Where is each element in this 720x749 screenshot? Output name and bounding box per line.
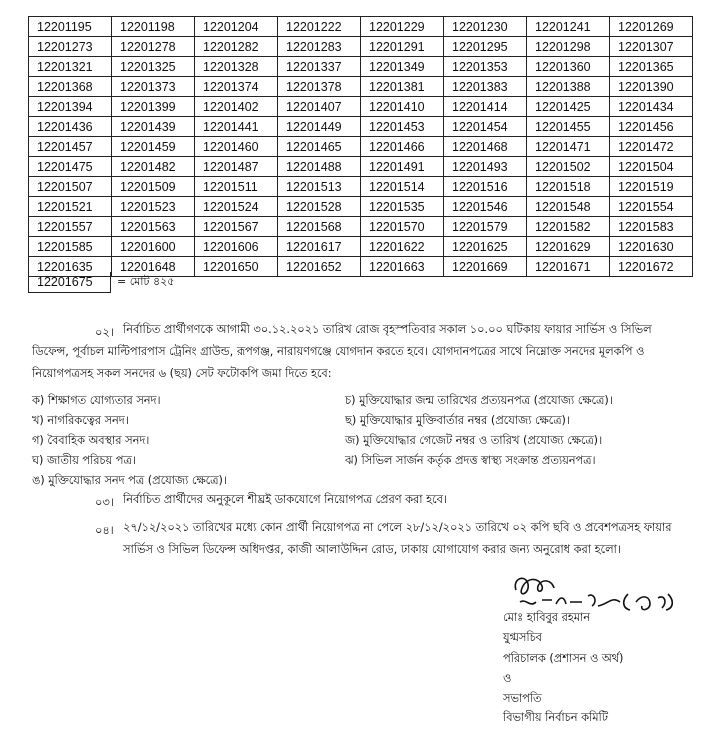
roll-cell: 12201491 [361,157,444,177]
document-item: চ) মুক্তিযোদ্ধার জন্ম তারিখের প্রত্যয়নপত্র (প্রযোজ্য ক্ষেত্রে)। [345,394,613,407]
roll-cell: 12201388 [527,77,610,97]
table-row [29,17,693,37]
roll-cell: 12201652 [278,257,361,277]
table-row [29,97,693,117]
roll-cell: 12201337 [278,57,361,77]
roll-cell: 12201454 [444,117,527,137]
roll-cell: 12201410 [361,97,444,117]
para2-line1: নির্বাচিত প্রার্থীগণকে আগামী ৩০.১২.২০২১ তারিখ রোজ বৃহস্পতিবার সকাল ১০.০০ ঘটিকায় ফায়ার সার্ভিস ও সিভিল [123,323,652,336]
table-row [29,117,693,137]
roll-cell: 12201374 [195,77,278,97]
roll-cell: 12201511 [195,177,278,197]
table-row [29,197,693,217]
signer-title-3: সভাপতি [503,692,542,705]
roll-cell: 12201222 [278,17,361,37]
roll-cell: 12201482 [112,157,195,177]
roll-cell: 12201425 [527,97,610,117]
roll-cell: 12201557 [29,217,112,237]
roll-cell: 12201635 [29,257,112,277]
roll-cell: 12201617 [278,237,361,257]
roll-cell: 12201468 [444,137,527,157]
roll-cell: 12201378 [278,77,361,97]
roll-cell: 12201585 [29,237,112,257]
roll-cell: 12201625 [444,237,527,257]
roll-cell: 12201504 [610,157,693,177]
roll-cell: 12201671 [527,257,610,277]
table-row [29,137,693,157]
roll-cell: 12201407 [278,97,361,117]
roll-cell: 12201457 [29,137,112,157]
last-roll-cell: 12201675 [28,272,111,293]
roll-cell: 12201381 [361,77,444,97]
roll-cell: 12201365 [610,57,693,77]
document-item: ক) শিক্ষাগত যোগ্যতার সনদ। [32,394,161,407]
roll-cell: 12201453 [361,117,444,137]
table-row [29,77,693,97]
para2-line2: ডিফেন্স, পূর্বাচল মাল্টিপারপাস ট্রেনিং গ্রাউন্ড, রূপগঞ্জ, নারায়ণগঞ্জে যোগদান করতে হবে। যোগদানপত্রের সাথে নিম্নোক্ত সনদের মূলকপি ও [32,345,645,358]
para3-number: ০৩। [95,496,114,509]
roll-cell: 12201570 [361,217,444,237]
roll-cell: 12201278 [112,37,195,57]
document-item: জ) মুক্তিযোদ্ধার গেজেট নম্বর ও তারিখ (প্রযোজ্য ক্ষেত্রে)। [345,434,603,447]
signer-title-1: যুগ্মসচিব [503,631,542,644]
roll-cell: 12201460 [195,137,278,157]
roll-cell: 12201269 [610,17,693,37]
roll-cell: 12201459 [112,137,195,157]
table-row [29,177,693,197]
roll-cell: 12201456 [610,117,693,137]
total-row [28,272,174,293]
roll-cell: 12201672 [610,257,693,277]
document-item: ঝ) সিভিল সার্জন কর্তৃক প্রদত্ত স্বাস্থ্য সংক্রান্ত প্রত্যয়নপত্র। [345,454,596,467]
roll-cell: 12201554 [610,197,693,217]
roll-cell: 12201466 [361,137,444,157]
roll-cell: 12201514 [361,177,444,197]
roll-cell: 12201325 [112,57,195,77]
para2-number: ০২। [95,326,114,339]
roll-cell: 12201475 [29,157,112,177]
roll-cell: 12201390 [610,77,693,97]
total-count: = মোট ৪২৫ [117,275,175,288]
roll-cell: 12201521 [29,197,112,217]
roll-cell: 12201519 [610,177,693,197]
roll-cell: 12201546 [444,197,527,217]
roll-cell: 12201353 [444,57,527,77]
table-row [29,237,693,257]
roll-cell: 12201360 [527,57,610,77]
document-item: খ) নাগরিকত্বের সনদ। [32,414,129,427]
roll-cell: 12201523 [112,197,195,217]
roll-cell: 12201487 [195,157,278,177]
signer-and: ও [503,672,512,685]
roll-cell: 12201307 [610,37,693,57]
document-item: ঙ) মুক্তিযোদ্ধার সনদ পত্র (প্রযোজ্য ক্ষেত্রে)। [32,474,227,487]
para4-line1: ২৭/১২/২০২১ তারিখের মধ্যে কোন প্রার্থী নিয়োগপত্র না পেলে ২৮/১২/২০২১ তারিখে ০২ কপি ছবি ও প্রবেশপত্রসহ ফায়ার [123,521,672,534]
roll-cell: 12201488 [278,157,361,177]
table-row [29,57,693,77]
document-item: ঘ) জাতীয় পরিচয় পত্র। [32,454,136,467]
roll-cell: 12201283 [278,37,361,57]
roll-cell: 12201509 [112,177,195,197]
roll-cell: 12201516 [444,177,527,197]
roll-cell: 12201528 [278,197,361,217]
roll-cell: 12201328 [195,57,278,77]
signer-title-4: বিভাগীয় নির্বাচন কমিটি [503,711,608,724]
roll-cell: 12201579 [444,217,527,237]
signer-name: মোঃ হাবিবুর রহমান [503,611,591,624]
roll-cell: 12201394 [29,97,112,117]
roll-cell: 12201471 [527,137,610,157]
roll-cell: 12201630 [610,237,693,257]
roll-cell: 12201414 [444,97,527,117]
roll-cell: 12201663 [361,257,444,277]
roll-cell: 12201229 [361,17,444,37]
roll-cell: 12201402 [195,97,278,117]
table-row [29,37,693,57]
document-item: গ) বৈবাহিক অবস্থার সনদ। [32,434,150,447]
roll-cell: 12201493 [444,157,527,177]
roll-cell: 12201648 [112,257,195,277]
roll-cell: 12201582 [527,217,610,237]
roll-cell: 12201441 [195,117,278,137]
roll-cell: 12201606 [195,237,278,257]
roll-cell: 12201436 [29,117,112,137]
roll-cell: 12201472 [610,137,693,157]
roll-cell: 12201535 [361,197,444,217]
roll-cell: 12201524 [195,197,278,217]
roll-cell: 12201548 [527,197,610,217]
roll-cell: 12201513 [278,177,361,197]
roll-cell: 12201298 [527,37,610,57]
roll-cell: 12201567 [195,217,278,237]
roll-cell: 12201622 [361,237,444,257]
roll-cell: 12201291 [361,37,444,57]
roll-cell: 12201449 [278,117,361,137]
roll-cell: 12201295 [444,37,527,57]
roll-cell: 12201518 [527,177,610,197]
roll-cell: 12201568 [278,217,361,237]
roll-cell: 12201434 [610,97,693,117]
roll-cell: 12201669 [444,257,527,277]
para3-text: নির্বাচিত প্রার্থীদের অনুকূলে শীঘ্রই ডাকযোগে নিয়োগপত্র প্রেরণ করা হবে। [123,493,447,506]
roll-cell: 12201629 [527,237,610,257]
roll-cell: 12201198 [112,17,195,37]
roll-cell: 12201383 [444,77,527,97]
table-row [29,217,693,237]
roll-cell: 12201583 [610,217,693,237]
document-item: ছ) মুক্তিযোদ্ধার মুক্তিবার্তার নম্বর (প্রযোজ্য ক্ষেত্রে)। [345,414,570,427]
signer-title-2: পরিচালক (প্রশাসন ও অর্থ) [503,652,624,665]
roll-cell: 12201600 [112,237,195,257]
roll-cell: 12201373 [112,77,195,97]
para4-number: ০৪। [95,524,114,537]
roll-cell: 12201273 [29,37,112,57]
roll-number-table [28,16,693,277]
roll-cell: 12201368 [29,77,112,97]
roll-cell: 12201465 [278,137,361,157]
roll-cell: 12201282 [195,37,278,57]
roll-cell: 12201650 [195,257,278,277]
roll-cell: 12201195 [29,17,112,37]
roll-cell: 12201399 [112,97,195,117]
roll-cell: 12201241 [527,17,610,37]
roll-cell: 12201349 [361,57,444,77]
roll-cell: 12201455 [527,117,610,137]
roll-cell: 12201502 [527,157,610,177]
table-row [29,157,693,177]
para4-line2: সার্ভিস ও সিভিল ডিফেন্স অধিদপ্তর, কাজী আলাউদ্দিন রোড, ঢাকায় যোগাযোগ করার জন্য অনুরোধ করা হলো। [123,543,621,556]
roll-cell: 12201321 [29,57,112,77]
roll-cell: 12201204 [195,17,278,37]
roll-cell: 12201507 [29,177,112,197]
roll-cell: 12201439 [112,117,195,137]
roll-cell: 12201563 [112,217,195,237]
para2-line3: নিয়োগপত্রসহ সকল সনদের ৬ (ছয়) সেট ফটোকপি জমা দিতে হবে: [32,367,332,380]
roll-cell: 12201230 [444,17,527,37]
